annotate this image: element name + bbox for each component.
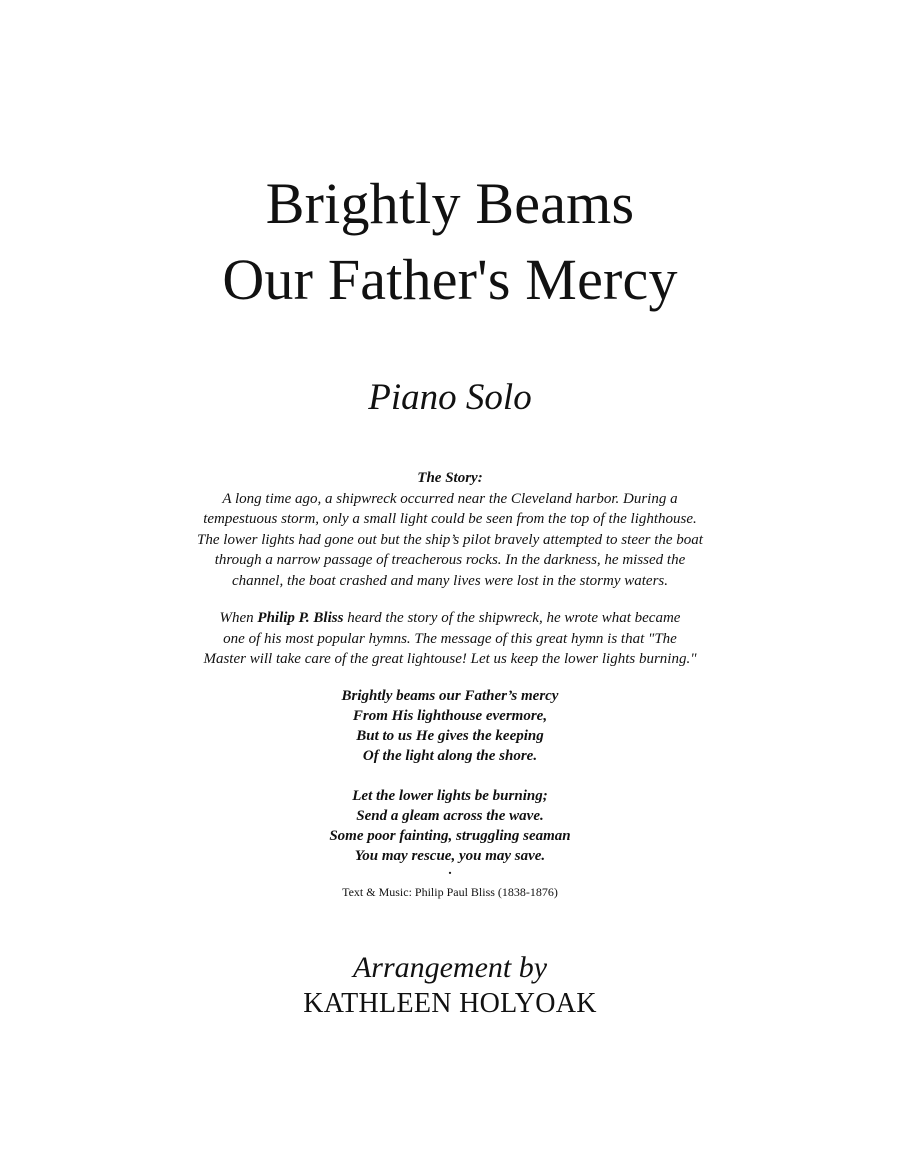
story-line: The lower lights had gone out but the ship’s pilot bravely attempted to steer the boat	[197, 531, 703, 548]
page-title	[0, 166, 900, 318]
verse-line: But to us He gives the keeping	[356, 728, 544, 744]
story-line: channel, the boat crashed and many lives were lost in the stormy waters.	[231, 572, 669, 589]
hymn-verse-1	[0, 686, 900, 766]
text-music-credit: Text & Music: Philip Paul Bliss (1838-1876)	[342, 885, 558, 899]
story-line	[150, 608, 750, 629]
story-paragraph-1	[150, 489, 750, 592]
verse-line: Some poor fainting, struggling seaman	[329, 828, 571, 844]
hymn-verse-2	[0, 786, 900, 866]
composer-name: Philip P. Bliss	[257, 610, 344, 626]
verse-line: Brightly beams our Father’s mercy	[341, 688, 559, 704]
story-heading: The Story:	[417, 470, 483, 486]
story-line: A long time ago, a shipwreck occurred near the Cleveland harbor. During a	[222, 490, 678, 507]
verse-line: Let the lower lights be burning;	[352, 788, 548, 804]
story-line-prefix: When	[219, 610, 258, 626]
story-line: through a narrow passage of treacherous rocks. In the darkness, he missed the	[214, 552, 686, 568]
title-line-1: Brightly Beams	[265, 171, 635, 236]
story-line-suffix: heard the story of the shipwreck, he wrote what became	[343, 610, 681, 626]
arrangement-label: Arrangement by	[352, 951, 548, 984]
story-line: one of his most popular hymns. The message of this great hymn is that "The	[223, 630, 677, 647]
story-section	[150, 468, 750, 670]
subtitle: Piano Solo	[368, 377, 532, 418]
separator-dot: .	[448, 863, 452, 878]
title-line-2: Our Father's Mercy	[222, 247, 678, 312]
verse-line: Send a gleam across the wave.	[356, 808, 544, 824]
story-paragraph-2	[150, 608, 750, 670]
verse-line: From His lighthouse evermore,	[352, 708, 548, 724]
verse-line: You may rescue, you may save.	[354, 848, 546, 864]
story-line: tempestuous storm, only a small light could be seen from the top of the lighthouse.	[203, 511, 697, 527]
arranger-name: KATHLEEN HOLYOAK	[303, 988, 597, 1019]
verse-line: Of the light along the shore.	[362, 748, 538, 764]
story-line: Master will take care of the great lightouse! Let us keep the lower lights burning."	[203, 651, 697, 667]
